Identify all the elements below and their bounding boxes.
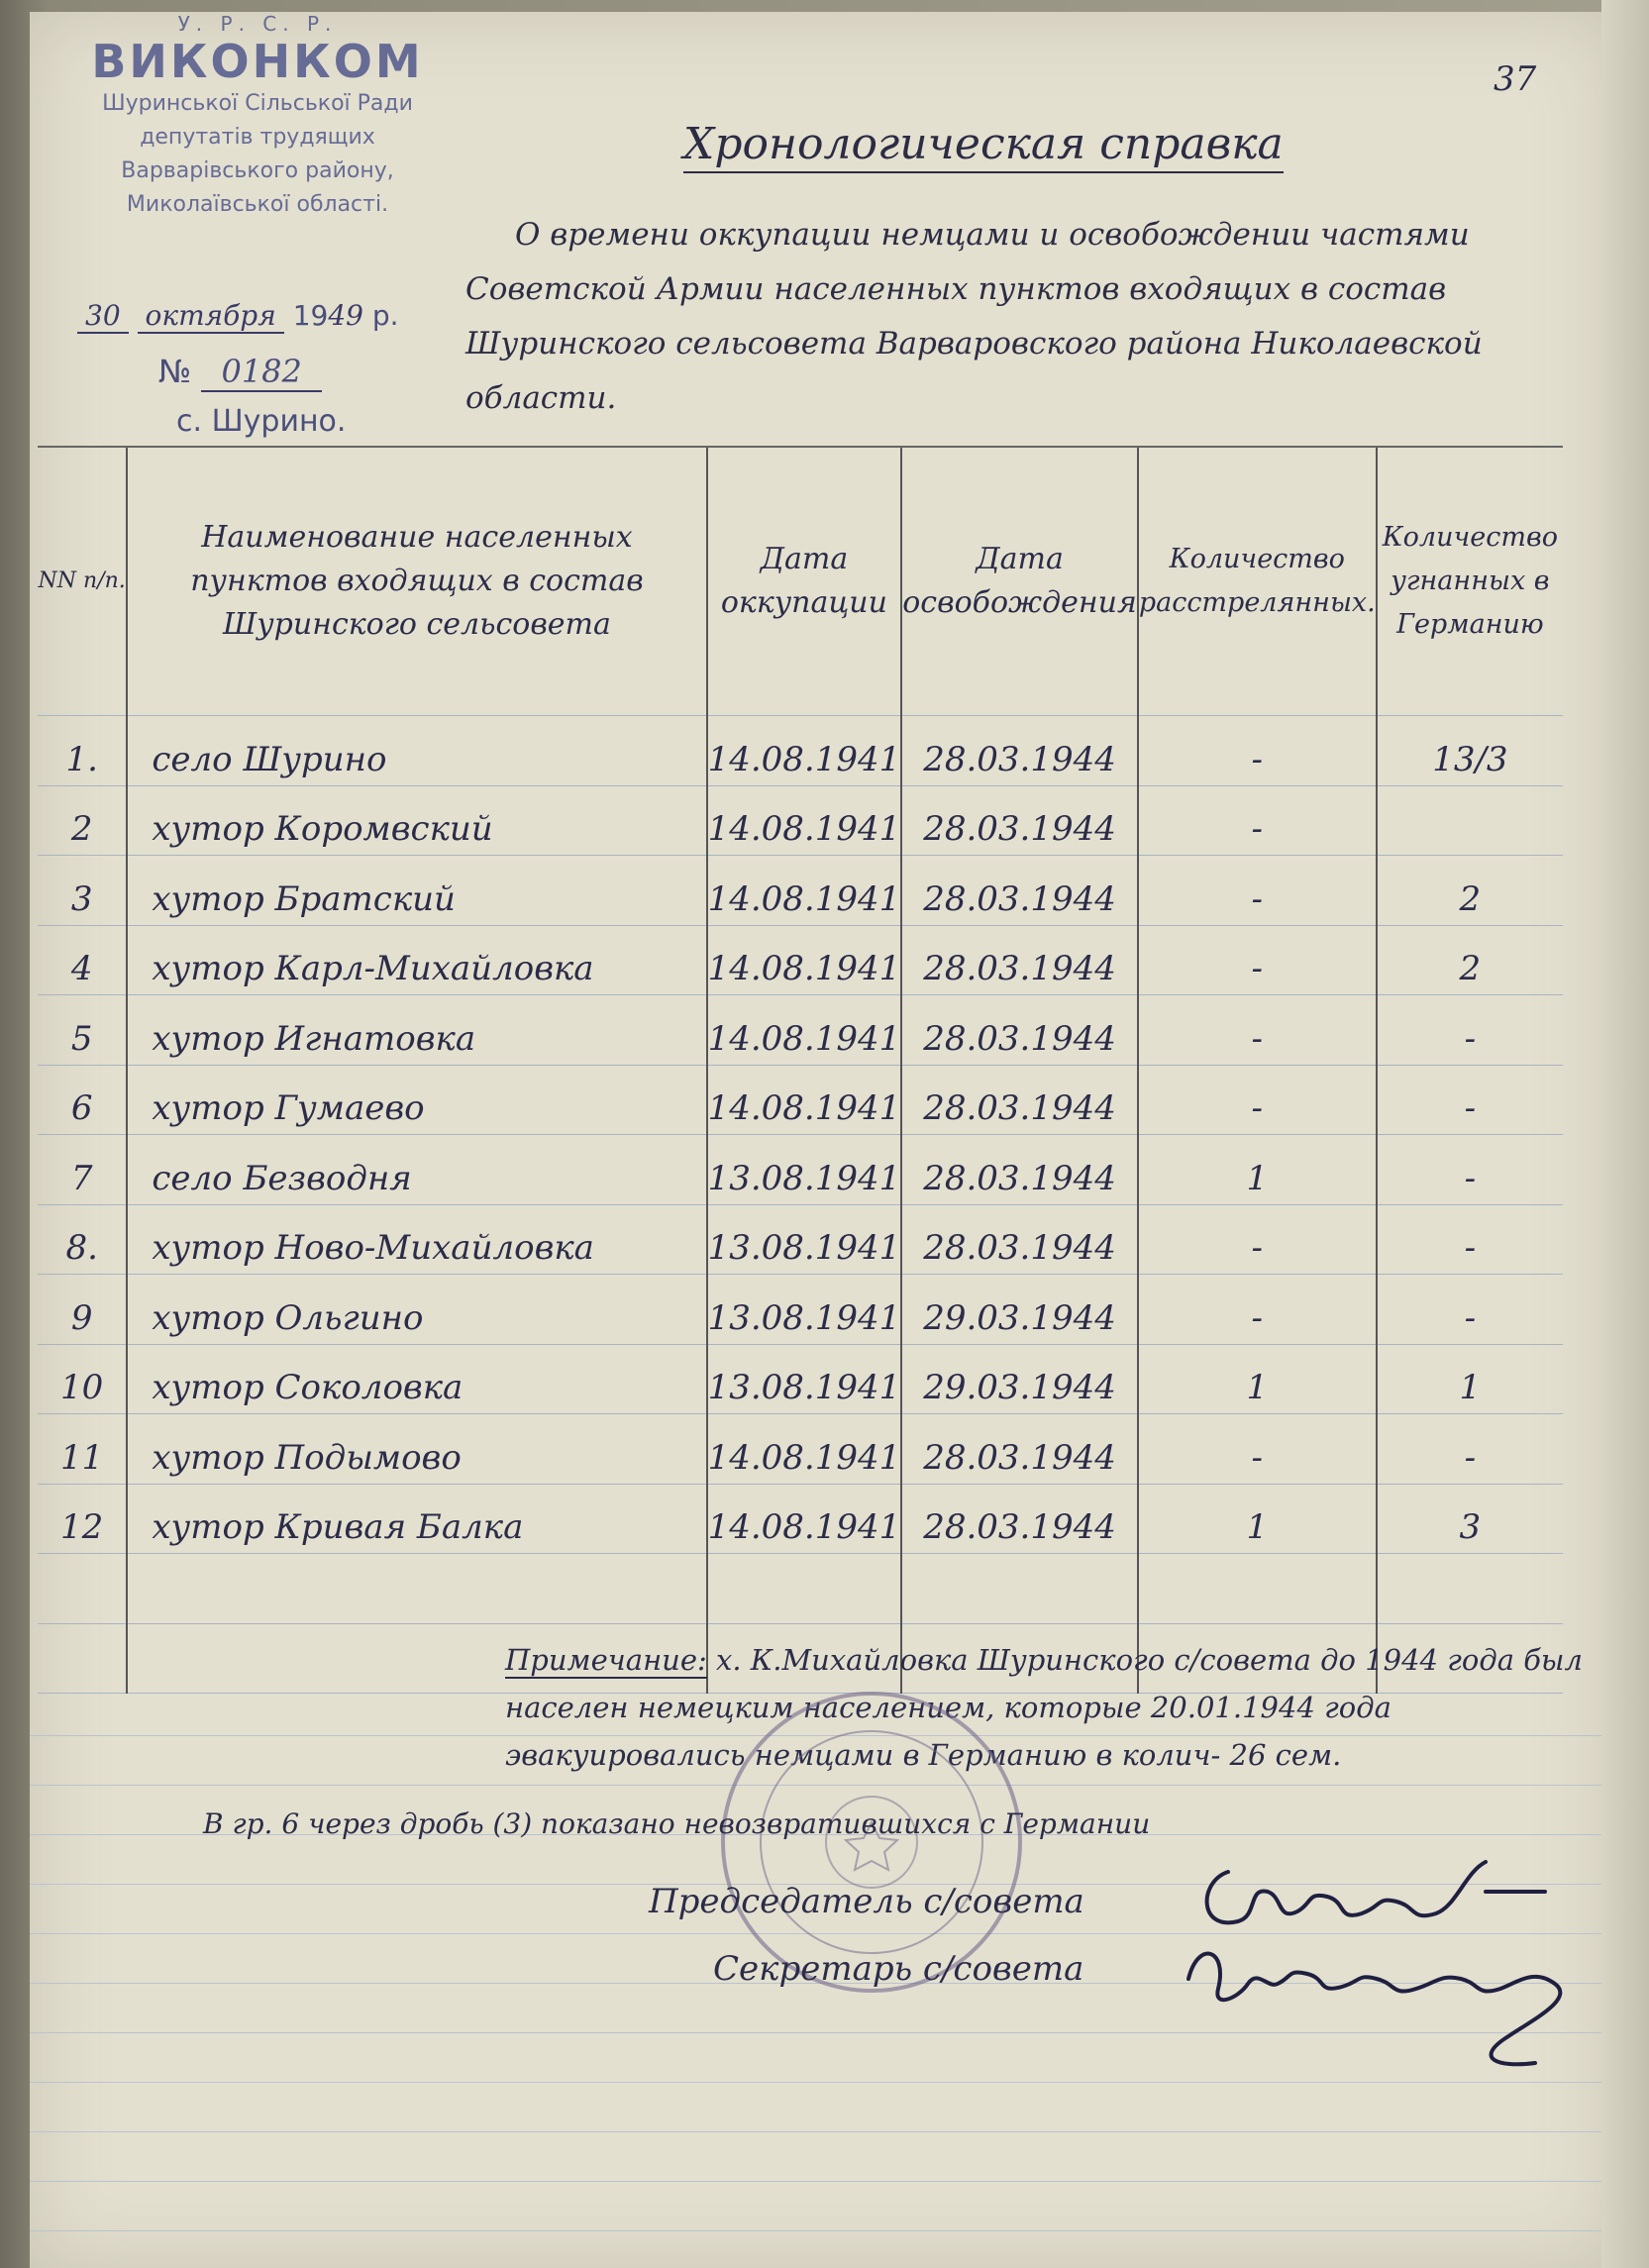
ruled-line (30, 2181, 1614, 2182)
row-liberation: 28.03.1944 (901, 1065, 1138, 1135)
row-liberation: 28.03.1944 (901, 1204, 1138, 1275)
row-shot: - (1138, 856, 1377, 926)
row-num: 9 (38, 1275, 127, 1345)
occupation-table (38, 446, 1563, 1694)
stamp-line-deputies: депутатів трудящих (140, 125, 375, 150)
row-liberation: 28.03.1944 (901, 925, 1138, 995)
date-day: 30 (77, 299, 129, 334)
document-subtitle: О времени оккупации немцами и освобождении частями Советской Армии населенных пунктов входящих в состав Шуринского сельсовета Варваровского района Николаевской области. (465, 217, 1483, 416)
header-liberation: Дата освобождения (901, 447, 1138, 716)
row-name: хутор Гумаево (127, 1065, 706, 1135)
row-num: 11 (38, 1414, 127, 1485)
row-occupation: 14.08.1941 (707, 856, 902, 926)
row-liberation: 28.03.1944 (901, 1484, 1138, 1554)
row-occupation: 14.08.1941 (707, 785, 902, 856)
row-name: село Безводня (127, 1135, 706, 1205)
stamp-place: с. Шурино. (176, 404, 347, 439)
row-deported: - (1377, 1275, 1563, 1345)
page-number: 37 (1494, 59, 1537, 99)
row-name: хутор Карл-Михайловка (127, 925, 706, 995)
row-liberation: 28.03.1944 (901, 716, 1138, 786)
row-deported: 13/3 (1377, 716, 1563, 786)
row-name: хутор Кривая Балка (127, 1484, 706, 1554)
date-year-prefix: 19 (292, 299, 329, 332)
row-shot: 1 (1138, 1135, 1377, 1205)
row-shot: - (1138, 1414, 1377, 1485)
stamp-line-ussr: У. Р. С. Р. (177, 12, 338, 36)
empty-cell (38, 1623, 127, 1694)
table-row-empty (38, 1554, 1563, 1624)
row-deported: - (1377, 1135, 1563, 1205)
footnote: В гр. 6 через дробь (3) показано невозвратившихся с Германии (203, 1807, 1151, 1840)
header-num: NN п/п. (38, 447, 127, 716)
row-occupation: 14.08.1941 (707, 1484, 902, 1554)
table-row (38, 1414, 1563, 1485)
secretary-signature-icon (1179, 1929, 1595, 2078)
table-row (38, 785, 1563, 856)
note-text: х. К.Михайловка Шуринского с/совета до 1944 года был населен немецким населением, которые 20.01.1944 года эвакуировались немцами в Германию в колич- 26 сем. (505, 1643, 1584, 1772)
row-liberation: 28.03.1944 (901, 856, 1138, 926)
chair-label: Председатель с/совета (649, 1882, 1084, 1921)
row-occupation: 14.08.1941 (707, 1414, 902, 1485)
row-num: 2 (38, 785, 127, 856)
row-occupation: 13.08.1941 (707, 1344, 902, 1414)
document-title: Хронологическая справка (683, 119, 1284, 173)
row-deported: - (1377, 1414, 1563, 1485)
row-liberation: 28.03.1944 (901, 785, 1138, 856)
header-occupation: Дата оккупации (707, 447, 902, 716)
row-shot: 1 (1138, 1484, 1377, 1554)
row-occupation: 14.08.1941 (707, 995, 902, 1066)
row-num: 12 (38, 1484, 127, 1554)
stamp-date (77, 299, 399, 332)
stamp-line-district: Варварівського району, (121, 158, 394, 183)
row-occupation: 14.08.1941 (707, 925, 902, 995)
row-name: хутор Коромвский (127, 785, 706, 856)
number-prefix: № (158, 353, 192, 390)
table-row (38, 1204, 1563, 1275)
secretary-label: Секретарь с/совета (713, 1949, 1084, 1989)
note-block (505, 1636, 1604, 1779)
row-deported: 1 (1377, 1344, 1563, 1414)
table-row (38, 1135, 1563, 1205)
table-row (38, 1065, 1563, 1135)
row-name: хутор Ольгино (127, 1275, 706, 1345)
document-number: 0182 (201, 353, 321, 392)
empty-cell (127, 1554, 706, 1624)
table-body (38, 716, 1563, 1694)
row-shot: - (1138, 1065, 1377, 1135)
row-name: хутор Соколовка (127, 1344, 706, 1414)
table-row (38, 995, 1563, 1066)
row-deported: - (1377, 1065, 1563, 1135)
row-deported: 2 (1377, 925, 1563, 995)
row-deported: 3 (1377, 1484, 1563, 1554)
table-row (38, 856, 1563, 926)
row-occupation: 13.08.1941 (707, 1204, 902, 1275)
row-occupation: 14.08.1941 (707, 1065, 902, 1135)
empty-cell (38, 1554, 127, 1624)
row-deported (1377, 785, 1563, 856)
row-name: хутор Ново-Михайловка (127, 1204, 706, 1275)
table-row (38, 925, 1563, 995)
row-name: хутор Подымово (127, 1414, 706, 1485)
stamp-line-region: Миколаївської області. (126, 192, 389, 217)
table-row (38, 1484, 1563, 1554)
row-shot: - (1138, 716, 1377, 786)
empty-cell (707, 1554, 902, 1624)
row-shot: - (1138, 1275, 1377, 1345)
row-deported: 2 (1377, 856, 1563, 926)
table-header-row (38, 447, 1563, 716)
row-shot: - (1138, 1204, 1377, 1275)
row-name: хутор Игнатовка (127, 995, 706, 1066)
row-occupation: 14.08.1941 (707, 716, 902, 786)
row-num: 6 (38, 1065, 127, 1135)
row-liberation: 28.03.1944 (901, 995, 1138, 1066)
header-shot: Количество расстрелянных. (1138, 447, 1377, 716)
row-shot: - (1138, 785, 1377, 856)
row-deported: - (1377, 1204, 1563, 1275)
stamp-line-vykonkom: ВИКОНКОМ (91, 35, 424, 88)
date-year: 49 (328, 299, 363, 332)
note-label: Примечание: (505, 1643, 707, 1677)
stamp-line-council: Шуринської Сільської Ради (102, 91, 413, 116)
row-num: 10 (38, 1344, 127, 1414)
header-name: Наименование населенных пунктов входящих в состав Шуринского сельсовета (127, 447, 706, 716)
chair-signature-icon (1188, 1852, 1565, 1941)
stamp-number (158, 353, 322, 390)
header-deported: Количество угнанных в Германию (1377, 447, 1563, 716)
row-shot: - (1138, 925, 1377, 995)
row-liberation: 28.03.1944 (901, 1414, 1138, 1485)
row-occupation: 13.08.1941 (707, 1135, 902, 1205)
empty-cell (901, 1554, 1138, 1624)
date-suffix: р. (371, 299, 399, 332)
paper-edge (1601, 0, 1649, 2268)
ruled-line (30, 2230, 1614, 2231)
date-month: октября (138, 299, 284, 334)
row-shot: - (1138, 995, 1377, 1066)
corner-stamp (40, 12, 475, 222)
row-num: 5 (38, 995, 127, 1066)
row-num: 4 (38, 925, 127, 995)
empty-cell (1138, 1554, 1377, 1624)
empty-cell (1377, 1554, 1563, 1624)
row-num: 3 (38, 856, 127, 926)
row-shot: 1 (1138, 1344, 1377, 1414)
row-num: 1. (38, 716, 127, 786)
row-num: 7 (38, 1135, 127, 1205)
row-name: хутор Братский (127, 856, 706, 926)
table-row (38, 716, 1563, 786)
ruled-line (30, 2082, 1614, 2083)
table-row (38, 1344, 1563, 1414)
row-liberation: 29.03.1944 (901, 1275, 1138, 1345)
row-liberation: 28.03.1944 (901, 1135, 1138, 1205)
row-num: 8. (38, 1204, 127, 1275)
table-row (38, 1275, 1563, 1345)
row-name: село Шурино (127, 716, 706, 786)
ruled-line (30, 2131, 1614, 2132)
row-liberation: 29.03.1944 (901, 1344, 1138, 1414)
row-deported: - (1377, 995, 1563, 1066)
row-occupation: 13.08.1941 (707, 1275, 902, 1345)
